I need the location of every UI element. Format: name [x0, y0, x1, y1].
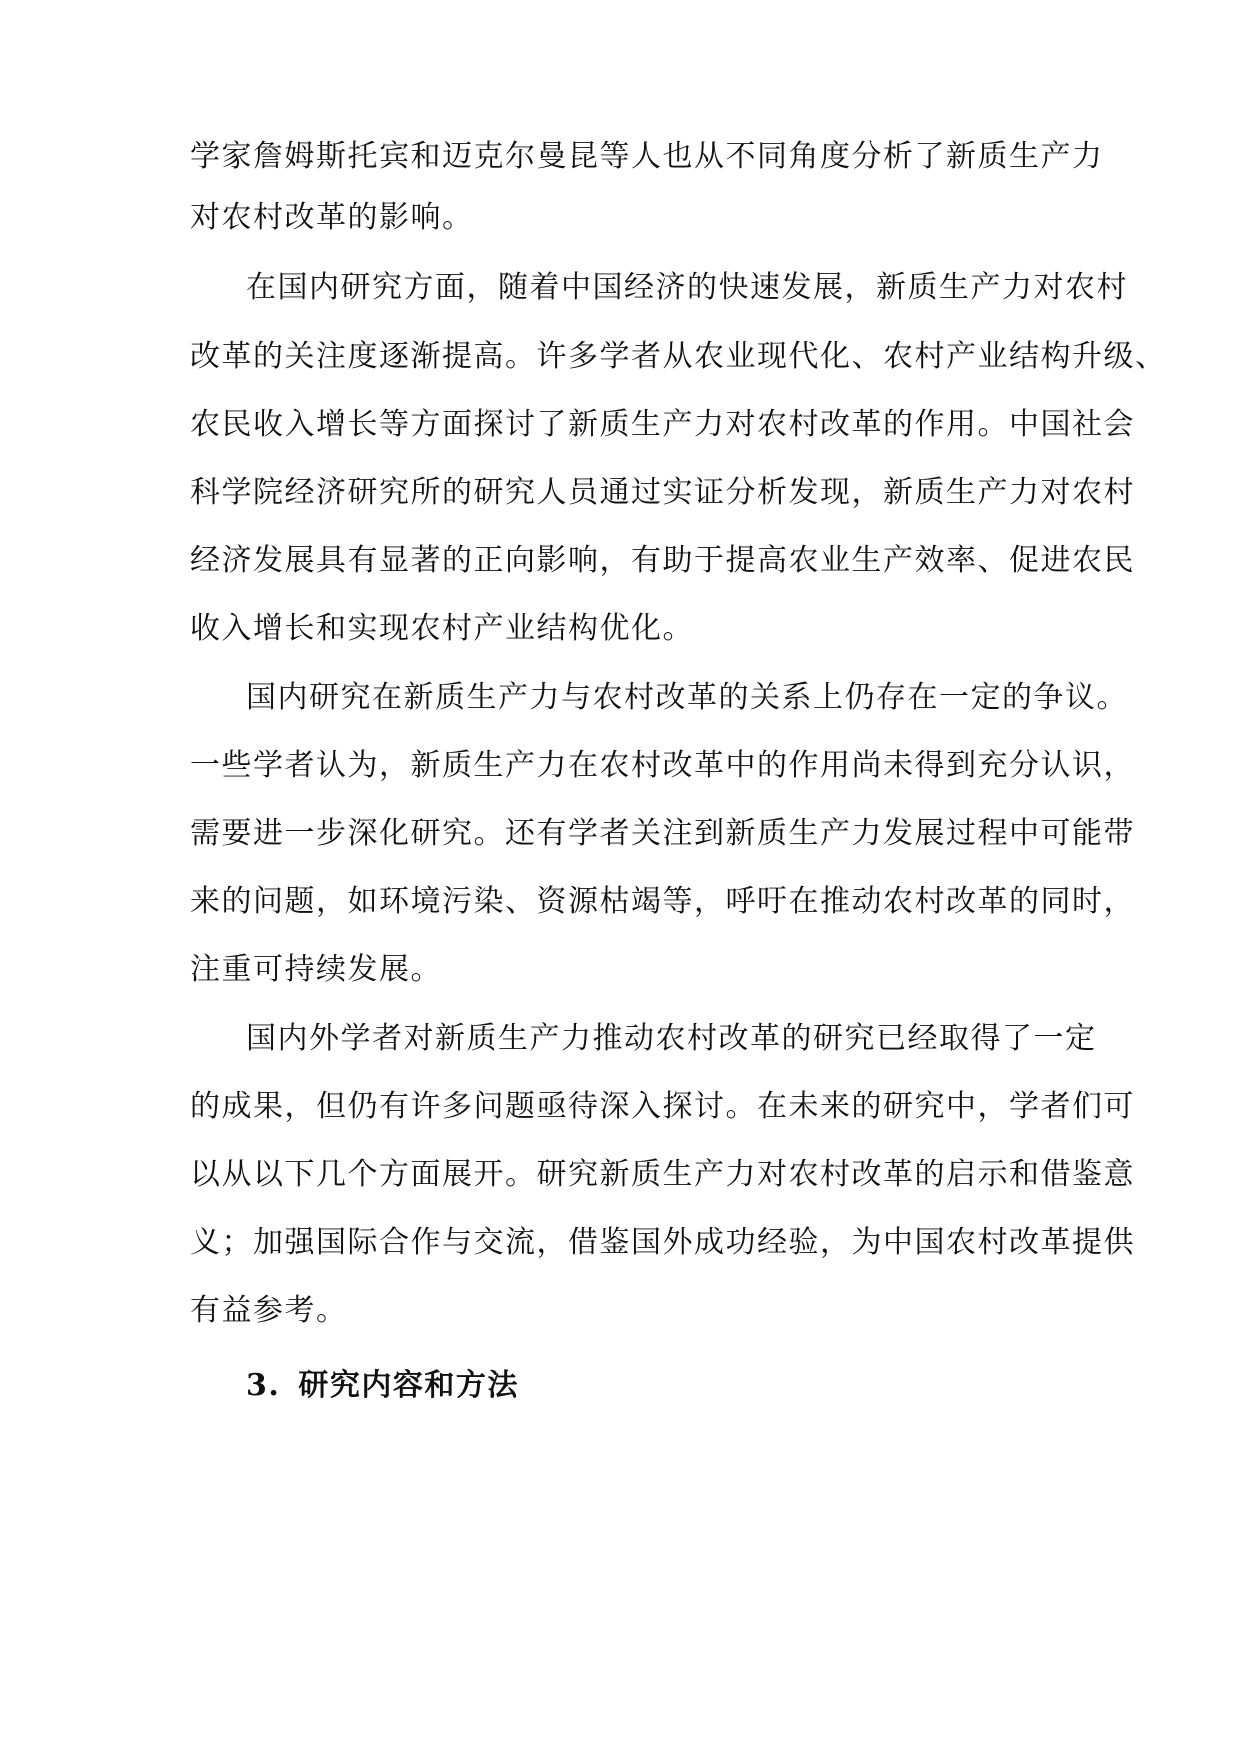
paragraph-4-line-3: 以从以下几个方面展开。研究新质生产力对农村改革的启示和借鉴意	[190, 1157, 1135, 1192]
paragraph-3-line-5: 注重可持续发展。	[190, 952, 442, 987]
paragraph-3-line-3: 需要进一步深化研究。还有学者关注到新质生产力发展过程中可能带	[190, 816, 1135, 851]
paragraph-1-line-1: 学家詹姆斯托宾和迈克尔曼昆等人也从不同角度分析了新质生产力	[190, 139, 1104, 174]
paragraph-2-line-1: 在国内研究方面，随着中国经济的快速发展，新质生产力对农村	[246, 270, 1128, 305]
paragraph-4-line-2: 的成果，但仍有许多问题亟待深入探讨。在未来的研究中，学者们可	[190, 1089, 1135, 1124]
paragraph-3-line-2: 一些学者认为，新质生产力在农村改革中的作用尚未得到充分认识，	[190, 748, 1135, 783]
paragraph-4-line-4: 义；加强国际合作与交流，借鉴国外成功经验，为中国农村改革提供	[190, 1225, 1135, 1260]
paragraph-2-line-6: 收入增长和实现农村产业结构优化。	[190, 611, 694, 646]
section-title: 研究内容和方法	[298, 1368, 519, 1403]
paragraph-1-line-2: 对农村改革的影响。	[190, 200, 474, 235]
paragraph-2-line-2: 改革的关注度逐渐提高。许多学者从农业现代化、农村产业结构升级、	[190, 339, 1167, 374]
paragraph-3-line-1: 国内研究在新质生产力与农村改革的关系上仍存在一定的争议。	[246, 680, 1128, 715]
paragraph-3-line-4: 来的问题，如环境污染、资源枯竭等，呼吁在推动农村改革的同时，	[190, 884, 1135, 919]
paragraph-2-line-5: 经济发展具有显著的正向影响，有助于提高农业生产效率、促进农民	[190, 543, 1135, 578]
paragraph-4-line-1: 国内外学者对新质生产力推动农村改革的研究已经取得了一定	[246, 1021, 1097, 1056]
section-heading	[246, 1366, 519, 1406]
section-number: 3.	[246, 1368, 281, 1403]
paragraph-4-line-5: 有益参考。	[190, 1293, 348, 1328]
paragraph-2-line-4: 科学院经济研究所的研究人员通过实证分析发现，新质生产力对农村	[190, 475, 1135, 510]
paragraph-2-line-3: 农民收入增长等方面探讨了新质生产力对农村改革的作用。中国社会	[190, 407, 1135, 442]
